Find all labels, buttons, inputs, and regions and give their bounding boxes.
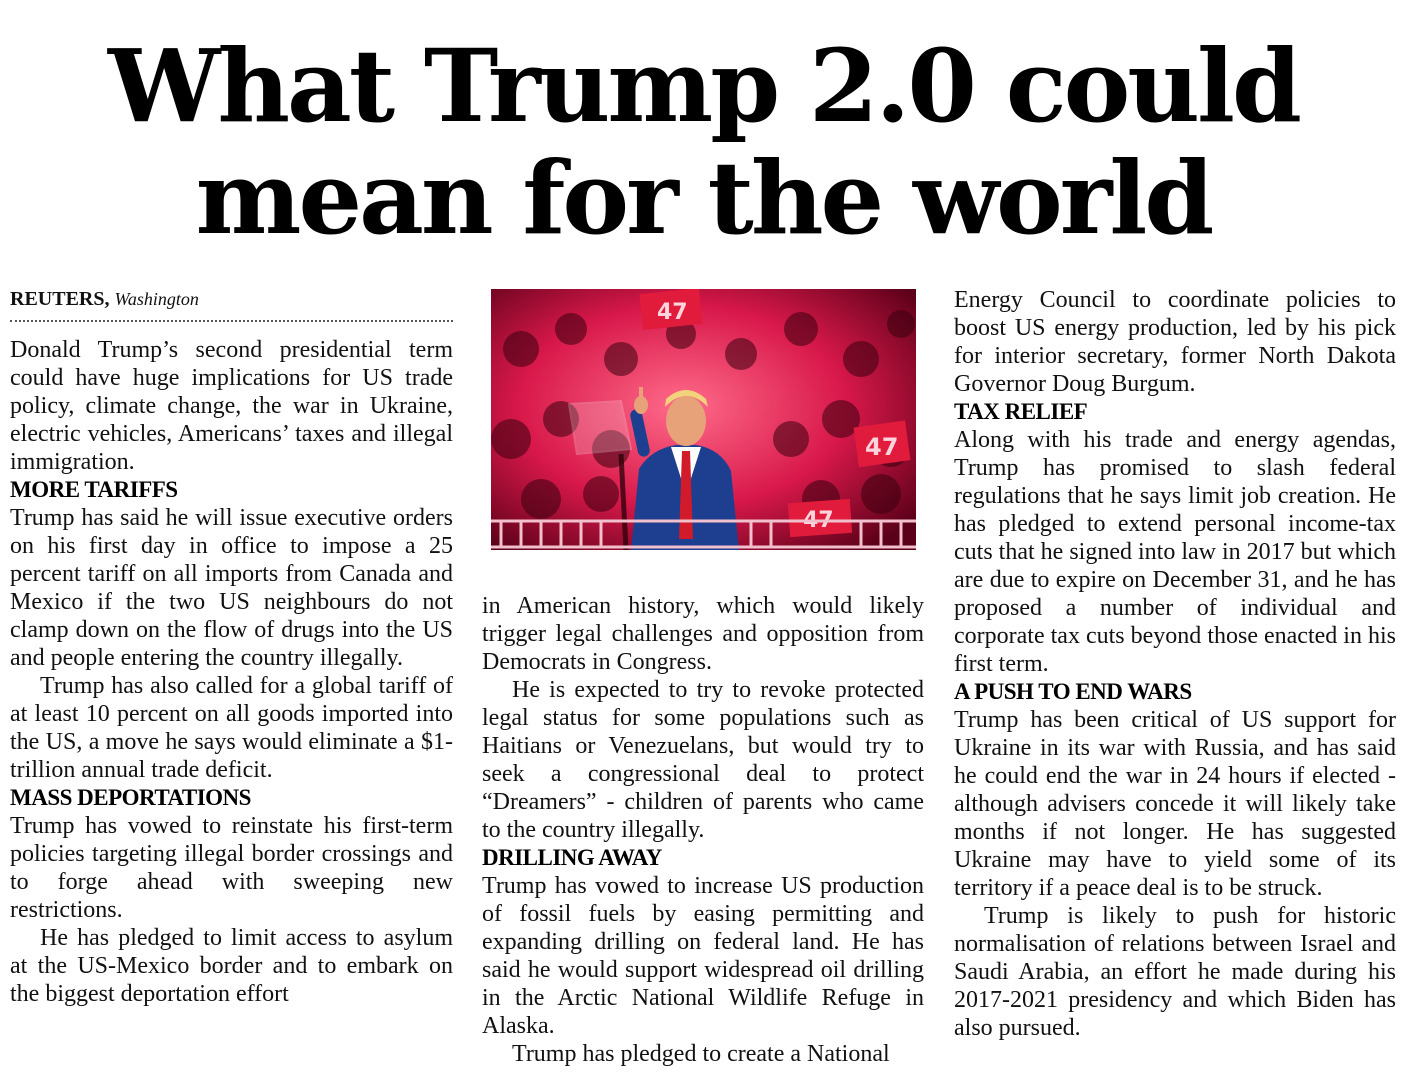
tariffs-paragraph-2: Trump has also called for a global tariff of at least 10 percent on all goods imported into the US, a move he says would eliminate a $1-trillion annual trade deficit.	[10, 673, 453, 783]
byline	[10, 286, 453, 312]
headline-line-2: mean for the world	[195, 139, 1212, 257]
article-column-1	[10, 286, 453, 1008]
byline-city: Washington	[114, 289, 199, 309]
headline-line-1: What Trump 2.0 could	[108, 27, 1299, 145]
campaign-sign-bottom	[788, 499, 852, 537]
intro-paragraph: Donald Trump’s second presidential term could have huge implications for US trade policy, climate change, the war in Ukraine, electric vehicles, Americans’ taxes and illegal immigration.	[10, 337, 453, 475]
deportations-paragraph-2: He has pledged to limit access to asylum at the US-Mexico border and to embark on the biggest deportation effort	[10, 925, 453, 1007]
subhead-mass-deportations: MASS DEPORTATIONS	[10, 785, 251, 810]
byline-agency: REUTERS,	[10, 288, 110, 310]
rally-photo	[491, 289, 916, 550]
protected-status-paragraph: He is expected to try to revoke protected legal status for some populations such as Haitians or Venezuelans, but would try to seek a congressional deal to protect “Dreamers” - children of parents who came to the country illegally.	[482, 677, 924, 843]
campaign-sign-right	[853, 420, 910, 467]
drilling-paragraph-2: Trump has pledged to create a National	[512, 1041, 890, 1067]
subhead-more-tariffs: MORE TARIFFS	[10, 477, 178, 502]
article-column-2	[482, 592, 924, 1068]
dotted-divider	[10, 320, 453, 322]
wars-paragraph-2: Trump is likely to push for historic normalisation of relations between Israel and Saudi Arabia, an effort he made during his 2017-2021 presidency and which Biden has also pursued.	[954, 903, 1396, 1041]
energy-continued-paragraph: Energy Council to coordinate policies to boost US energy production, led by his pick for interior secretary, former North Dakota Governor Doug Burgum.	[954, 287, 1396, 397]
article-column-3	[954, 286, 1396, 1042]
sign-text-top: 47	[657, 300, 688, 325]
headline	[0, 27, 1407, 257]
sign-text-right: 47	[865, 433, 899, 461]
subhead-drilling-away: DRILLING AWAY	[482, 845, 662, 870]
tariffs-paragraph-1: Trump has said he will issue executive orders on his first day in office to impose a 25 percent tariff on all imports from Canada and Mexico if the two US neighbours do not clamp down on the flow of drugs into the US and people entering the country illegally.	[10, 505, 453, 671]
wars-paragraph-1: Trump has been critical of US support for Ukraine in its war with Russia, and has said he could end the war in 24 hours if elected - although advisers concede it will likely take months if not longer. He has suggested Ukraine may have to yield some of its territory if a peace deal is to be struck.	[954, 707, 1396, 901]
campaign-sign-top	[639, 289, 702, 330]
subhead-push-to-end-wars: A PUSH TO END WARS	[954, 679, 1192, 704]
deportations-paragraph-1: Trump has vowed to reinstate his first-term policies targeting illegal border crossings and to forge ahead with sweeping new restrictions.	[10, 813, 453, 923]
tax-paragraph: Along with his trade and energy agendas, Trump has promised to slash federal regulations that he says limit job creation. He has pledged to extend personal income-tax cuts that he signed into law in 2017 but which are due to expire on December 31, and he has proposed a number of individual and corporate tax cuts beyond those enacted in his first term.	[954, 427, 1396, 677]
drilling-paragraph-1: Trump has vowed to increase US production of fossil fuels by easing permitting and expanding drilling on federal land. He has said he would support widespread oil drilling in the Arctic National Wildlife Refuge in Alaska.	[482, 873, 924, 1039]
subhead-tax-relief: TAX RELIEF	[954, 399, 1088, 424]
sign-text-bottom: 47	[803, 508, 834, 533]
deportations-continued-paragraph: in American history, which would likely trigger legal challenges and opposition from Democrats in Congress.	[482, 593, 924, 675]
